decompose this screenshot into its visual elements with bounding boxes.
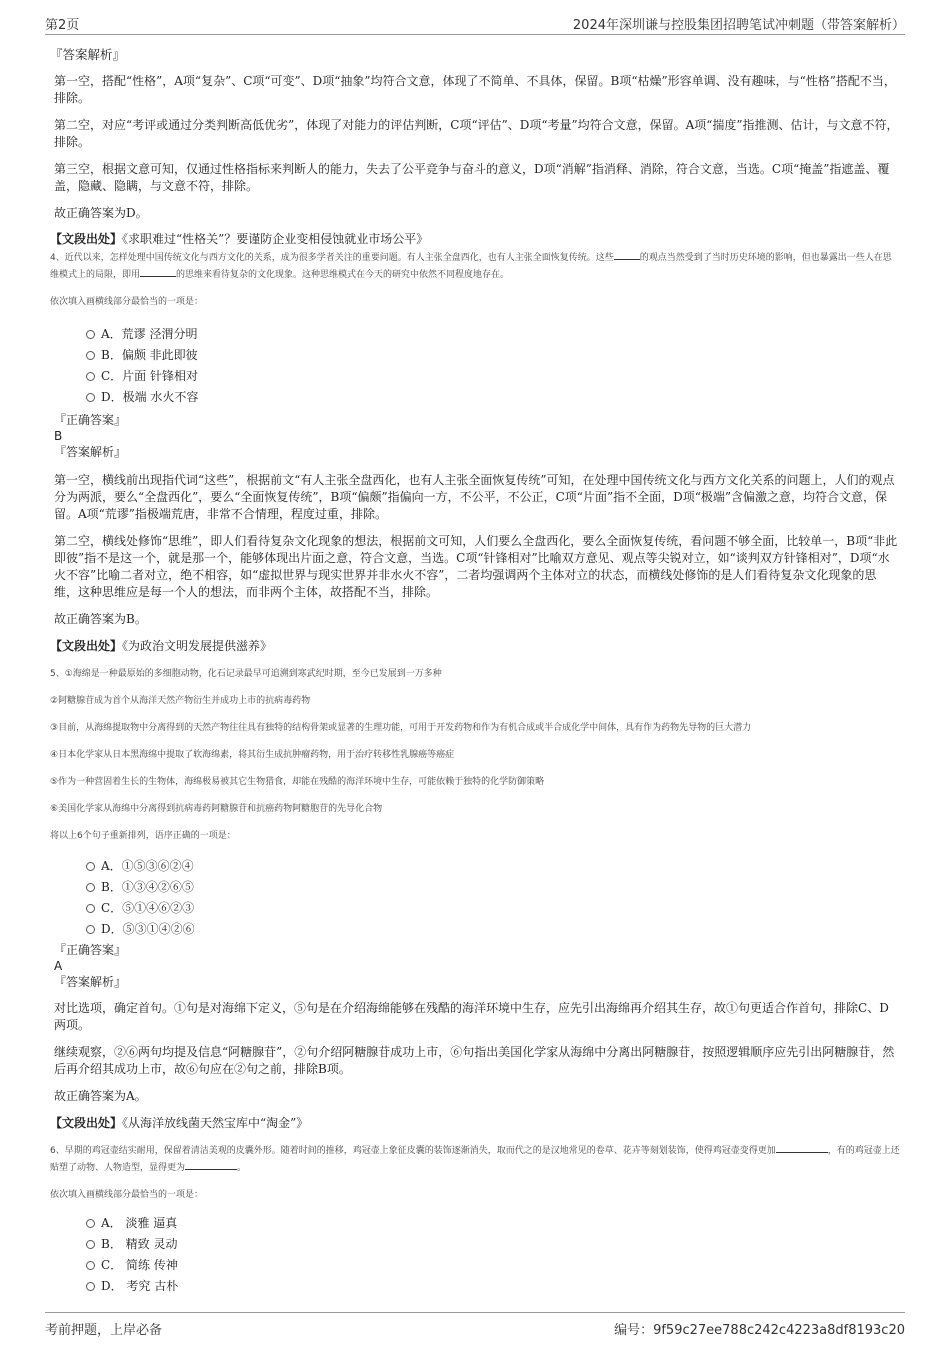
page-number: 第2页 xyxy=(45,18,80,33)
q5-conclusion: 故正确答案为A。 xyxy=(54,1089,147,1103)
source-title: 《为政治文明发展提供滋养》 xyxy=(122,639,273,653)
source-title: 《求职难过“性格关”？要谨防企业变相侵蚀就业市场公平》 xyxy=(122,232,429,246)
q5-correct-tag: 『正确答案』 xyxy=(54,943,127,957)
q4-stem: 4、近代以来，怎样处理中国传统文化与西方文化的关系，成为很多学者关注的重要问题。有人主张全盘西化，也有人主张全面恢复传统。这些 的观点当然受到了当时历史环境的影响，但也暴露出一些人在思维模式上的局限，即用 的思维来看待复杂的文化现象。这种思维模式在今天的研究中依然不同程度地存在。 xyxy=(50,249,900,283)
page-header xyxy=(45,12,905,35)
q4-correct-tag: 『正确答案』 xyxy=(54,413,127,427)
option-c[interactable]: C．⑤①④⑥②③ xyxy=(86,898,900,919)
q3-source xyxy=(50,231,900,248)
option-a[interactable]: A．荒谬 泾渭分明 xyxy=(86,324,900,345)
document-code: 编号：9f59c27ee788c242c4223a8df8193c20 xyxy=(614,1323,905,1338)
document-body xyxy=(50,46,900,1297)
radio-icon[interactable] xyxy=(86,1261,95,1270)
source-label: 【文段出处】 xyxy=(50,232,123,246)
radio-icon[interactable] xyxy=(86,925,95,934)
q5-source xyxy=(50,1115,900,1132)
q5-correct-answer: A xyxy=(54,959,63,973)
option-d[interactable]: D．极端 水火不容 xyxy=(86,387,900,408)
q5-sentence: ⑥美国化学家从海绵中分离得到抗病毒药阿糖腺苷和抗癌药物阿糖胞苷的先导化合物 xyxy=(50,804,383,814)
radio-icon[interactable] xyxy=(86,904,95,913)
radio-icon[interactable] xyxy=(86,1219,95,1228)
q4-correct-answer: B xyxy=(54,429,63,443)
q3-analysis-tag: 『答案解析』 xyxy=(50,47,126,62)
q5-sentence: ②阿糖腺苷成为首个从海洋天然产物衍生并成功上市的抗病毒药物 xyxy=(50,696,311,706)
radio-icon[interactable] xyxy=(86,1240,95,1249)
radio-icon[interactable] xyxy=(86,351,95,360)
option-a[interactable]: A． 淡雅 逼真 xyxy=(86,1213,900,1234)
radio-icon[interactable] xyxy=(86,883,95,892)
q4-analysis-tag: 『答案解析』 xyxy=(54,445,127,459)
q5-analysis-tag: 『答案解析』 xyxy=(54,975,127,989)
radio-icon[interactable] xyxy=(86,1282,95,1291)
source-label: 【文段出处】 xyxy=(50,1116,123,1130)
q6-options xyxy=(50,1213,900,1297)
page-footer xyxy=(45,1312,905,1339)
radio-icon[interactable] xyxy=(86,330,95,339)
q3-conclusion: 故正确答案为D。 xyxy=(54,206,148,220)
q3-analysis-para: 第一空，搭配“性格”，A项“复杂”、C项“可变”、D项“抽象”均符合文意，体现了不简单、不具体，保留。B项“枯燥”形容单调、没有趣味，与“性格”搭配不当，排除。 xyxy=(54,74,896,105)
option-d[interactable]: D． 考究 古朴 xyxy=(86,1276,900,1297)
q5-analysis-para: 对比选项，确定首句。①句是对海绵下定义，⑤句是在介绍海绵能够在残酷的海洋环境中生存，应先引出海绵再介绍其生存，故①句更适合作首句，排除C、D两项。 xyxy=(54,1001,889,1032)
option-b[interactable]: B．偏颇 非此即彼 xyxy=(86,345,900,366)
footer-slogan: 考前押题，上岸必备 xyxy=(45,1323,163,1338)
option-a[interactable]: A．①⑤③⑥②④ xyxy=(86,856,900,877)
q6-stem: 6、早期的鸡冠壶结实耐用，保留着清洁美观的皮囊外形。随着时间的推移，鸡冠壶上象征皮囊的装饰逐渐消失，取而代之的是汉地常见的卷草、花卉等刻划装饰，使得鸡冠壶变得更加 ，有的鸡冠壶上还贴塑了动物、人物造型，显得更为 。 xyxy=(50,1142,900,1176)
radio-icon[interactable] xyxy=(86,393,95,402)
radio-icon[interactable] xyxy=(86,372,95,381)
q6-instruction: 依次填入画横线部分最恰当的一项是： xyxy=(50,1190,204,1200)
q5-instruction: 将以上6个句子重新排列，语序正确的一项是： xyxy=(50,831,236,841)
q5-options xyxy=(50,856,900,940)
document-title: 2024年深圳谦与控股集团招聘笔试冲刺题（带答案解析） xyxy=(572,18,905,33)
source-title: 《从海洋放线菌天然宝库中“淘金”》 xyxy=(122,1116,309,1130)
option-c[interactable]: C．片面 针锋相对 xyxy=(86,366,900,387)
q5-analysis-para: 继续观察，②⑥两句均提及信息“阿糖腺苷”，②句介绍阿糖腺苷成功上市，⑥句指出美国化学家从海绵中分离出阿糖腺苷，按照逻辑顺序应先引出阿糖腺苷，然后再介绍其成功上市，故⑥句应在②句之前，排除B项。 xyxy=(54,1045,895,1076)
source-label: 【文段出处】 xyxy=(50,639,123,653)
q4-analysis-para: 第二空，横线处修饰“思维”，即人们看待复杂文化现象的想法，根据前文可知，人们要么全盘西化，要么全面恢复传统，看问题不够全面，比较单一，B项“非此即彼”指不是这一个，就是那一个，能够体现出片面之意，符合文意，当选。C项“针锋相对”比喻双方意见、观点等尖锐对立，如“谈判双方针锋相对”，D项“水火不容”比喻二者对立，绝不相容，如“虚拟世界与现实世界并非水火不容”，二者均强调两个主体对立的状态，而横线处修饰的是人们看待复杂文化现象的思维，这种思维应是每一个人的想法，而非两个主体，故搭配不当，排除。 xyxy=(54,534,898,599)
radio-icon[interactable] xyxy=(86,862,95,871)
q4-instruction: 依次填入画横线部分最恰当的一项是： xyxy=(50,297,204,307)
option-b[interactable]: B． 精致 灵动 xyxy=(86,1234,900,1255)
q4-source xyxy=(50,638,900,655)
q5-sentence: ⑤作为一种营固着生长的生物体，海绵极易被其它生物猎食，却能在残酷的海洋环境中生存，可能依赖于独特的化学防御策略 xyxy=(50,777,545,787)
option-b[interactable]: B．①③④②⑥⑤ xyxy=(86,877,900,898)
q5-stem: 5、①海绵是一种最原始的多细胞动物，化石记录最早可追溯到寒武纪时期，至今已发展到一万多种 xyxy=(50,669,442,679)
q4-conclusion: 故正确答案为B。 xyxy=(54,612,147,626)
q3-analysis-para: 第二空，对应“考评或通过分类判断高低优劣”，体现了对能力的评估判断，C项“评估”、D项“考量”均符合文意，保留。A项“揣度”指推测、估计，与文意不符，排除。 xyxy=(54,118,899,149)
q4-options xyxy=(50,324,900,408)
q4-analysis-para: 第一空，横线前出现指代词“这些”，根据前文“有人主张全盘西化，也有人主张全面恢复传统”可知，在处理中国传统文化与西方文化关系的问题上，人们的观点分为两派，要么“全盘西化”，要么“全面恢复传统”，B项“偏颇”指偏向一方，不公平，不公正，C项“片面”指不全面，D项“极端”含偏激之意，均符合文意，保留。A项“荒谬”指极端荒唐，非常不合情理，程度过重，排除。 xyxy=(54,473,895,521)
q5-sentence: ③目前，从海绵提取物中分离得到的天然产物往往具有独特的结构骨架或显著的生理功能，可用于开发药物和作为有机合成或半合成化学中间体，具有作为药物先导物的巨大潜力 xyxy=(50,723,752,733)
q5-sentence: ④日本化学家从日本黑海绵中提取了软海绵素，将其衍生成抗肿瘤药物，用于治疗转移性乳腺癌等癌症 xyxy=(50,750,455,760)
q3-analysis-para: 第三空，根据文意可知，仅通过性格指标来判断人的能力，失去了公平竞争与奋斗的意义，D项“消解”指消释、消除，符合文意，当选。C项“掩盖”指遮盖、覆盖，隐藏、隐瞒，与文意不符，排除。 xyxy=(54,162,890,193)
option-c[interactable]: C． 简练 传神 xyxy=(86,1255,900,1276)
option-d[interactable]: D．⑤③①④②⑥ xyxy=(86,919,900,940)
